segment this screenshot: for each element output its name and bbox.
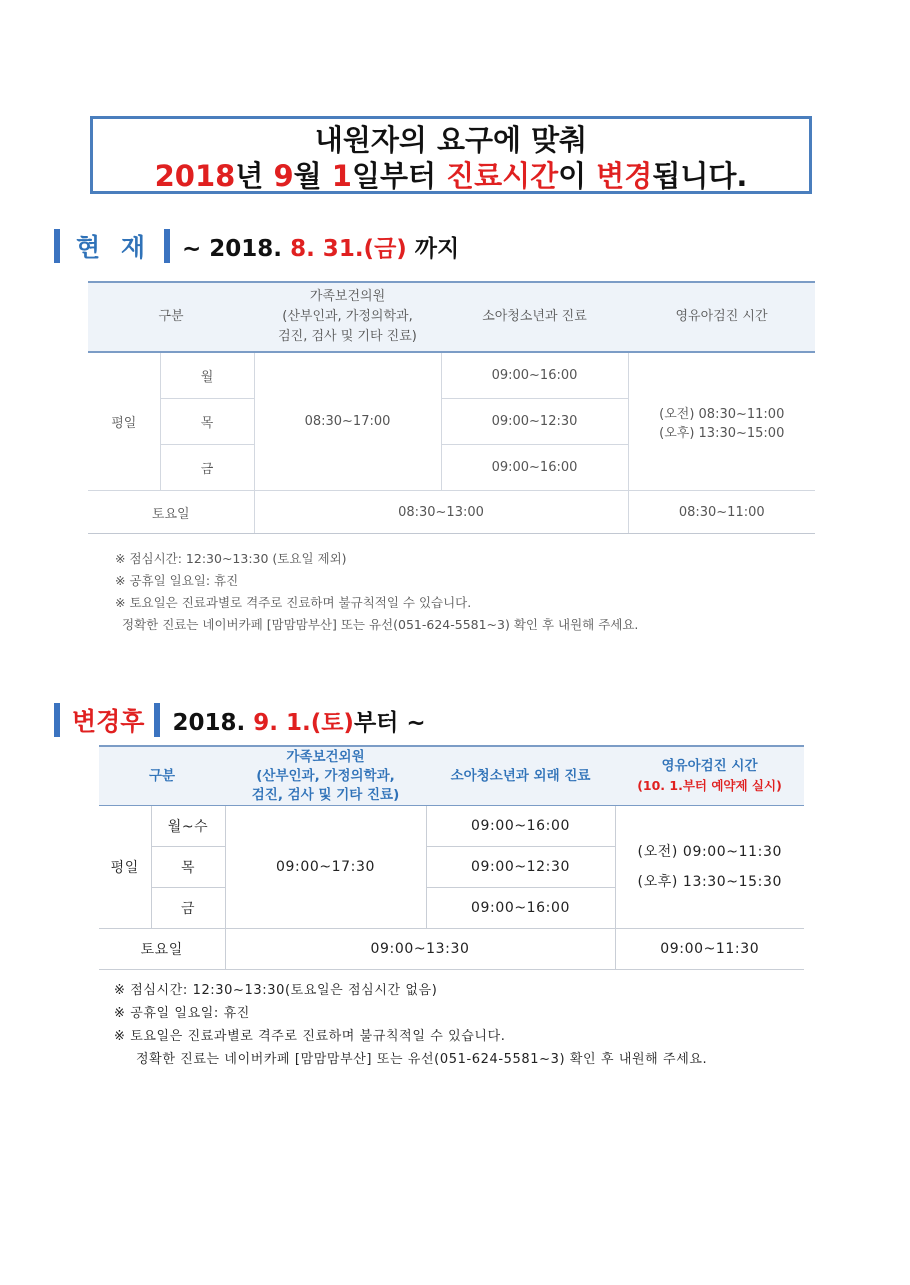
header-pediatric: 소아청소년과 진료	[441, 282, 628, 352]
pediatric-hours: 09:00~16:00	[426, 888, 615, 929]
day-label: 월	[160, 352, 254, 399]
title-day: 1	[331, 159, 352, 193]
note-line: 정확한 진료는 네이버카페 [맘맘맘부산] 또는 유선(051-624-5581~3) 확인 후 내원해 주세요.	[122, 617, 639, 632]
pediatric-hours: 09:00~16:00	[441, 352, 628, 399]
header-family-clinic: 가족보건외원 (산부인과, 가정의학과, 검진, 검사 및 기타 진료)	[225, 746, 426, 806]
header-pediatric: 소아청소년과 외래 진료	[426, 746, 615, 806]
day-label: 금	[151, 888, 225, 929]
saturday-infant-hours: 09:00~11:30	[615, 929, 804, 970]
title-changed: 변경	[596, 159, 653, 193]
day-label: 금	[160, 445, 254, 491]
note-line: ※ 토요일은 진료과별로 격주로 진료하며 불규칙적일 수 있습니다.	[114, 1029, 506, 1044]
family-weekday-hours: 08:30~17:00	[254, 352, 441, 491]
day-label: 월~수	[151, 806, 225, 847]
after-notes	[114, 979, 707, 1071]
day-label: 목	[160, 399, 254, 445]
note-line: 정확한 진료는 네이버카페 [맘맘맘부산] 또는 유선(051-624-5581~3) 확인 후 내원해 주세요.	[136, 1052, 708, 1067]
header-category: 구분	[88, 282, 254, 352]
pediatric-hours: 09:00~12:30	[426, 847, 615, 888]
family-weekday-hours: 09:00~17:30	[225, 806, 426, 929]
current-notes	[115, 548, 638, 636]
reservation-note: (10. 1.부터 예약제 실시)	[637, 777, 782, 793]
saturday-label: 토요일	[88, 491, 254, 534]
saturday-label: 토요일	[99, 929, 225, 970]
current-schedule-table	[88, 281, 815, 534]
pediatric-hours: 09:00~12:30	[441, 399, 628, 445]
note-line: ※ 점심시간: 12:30~13:30(토요일은 점심시간 없음)	[114, 983, 438, 998]
note-line: ※ 토요일은 진료과별로 격주로 진료하며 불규칙적일 수 있습니다.	[115, 595, 472, 610]
header-family-clinic: 가족보건의원 (산부인과, 가정의학과, 검진, 검사 및 기타 진료)	[254, 282, 441, 352]
infant-weekday-hours: (오전) 09:00~11:30 (오후) 13:30~15:30	[615, 806, 804, 929]
saturday-hours: 09:00~13:30	[225, 929, 615, 970]
day-label: 목	[151, 847, 225, 888]
notice-title-box	[90, 116, 812, 194]
title-year: 2018	[154, 159, 236, 193]
note-line: ※ 점심시간: 12:30~13:30 (토요일 제외)	[115, 551, 347, 566]
weekday-label: 평일	[99, 806, 151, 929]
pediatric-hours: 09:00~16:00	[441, 445, 628, 491]
note-line: ※ 공휴일 일요일: 휴진	[115, 573, 239, 588]
after-date-range: 2018. 9. 1.(토)부터 ~	[172, 709, 426, 736]
title-clinic-hours: 진료시간	[446, 159, 559, 193]
header-infant-checkup: 영유아검진 시간	[628, 282, 815, 352]
section-bar-right	[154, 703, 160, 737]
current-label: 현 재	[76, 233, 152, 262]
infant-weekday-hours: (오전) 08:30~11:00 (오후) 13:30~15:00	[628, 352, 815, 491]
current-section-header	[54, 228, 459, 264]
pediatric-hours: 09:00~16:00	[426, 806, 615, 847]
title-line-1: 내원자의 요구에 맞춰	[314, 123, 588, 157]
saturday-hours: 08:30~13:00	[254, 491, 628, 534]
header-infant-checkup: 영유아검진 시간 (10. 1.부터 예약제 실시)	[615, 746, 804, 806]
current-date-range: ~ 2018. 8. 31.(금) 까지	[182, 235, 460, 262]
saturday-infant-hours: 08:30~11:00	[628, 491, 815, 534]
new-schedule-table	[99, 745, 804, 970]
after-label: 변경후	[72, 707, 145, 736]
title-month: 9	[273, 159, 294, 193]
header-category: 구분	[99, 746, 225, 806]
section-bar-right	[164, 229, 170, 263]
weekday-label: 평일	[88, 352, 160, 491]
title-line-2: 2018년 9월 1일부터 진료시간이 변경됩니다.	[154, 159, 748, 193]
note-line: ※ 공휴일 일요일: 휴진	[114, 1006, 250, 1021]
after-section-header	[54, 702, 426, 738]
